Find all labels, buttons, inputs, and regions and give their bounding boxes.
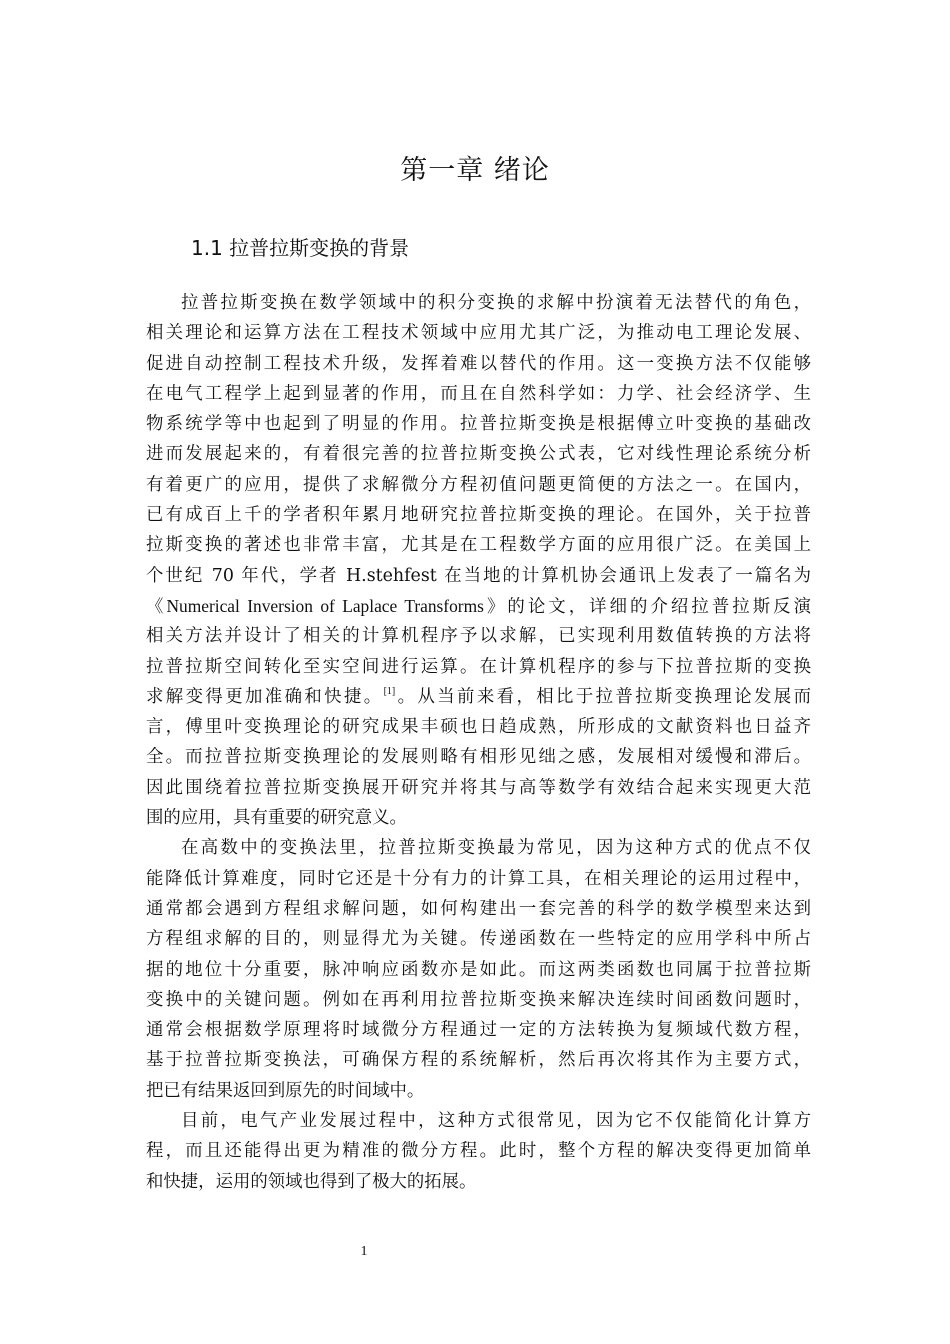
text-line: 能降低计算难度，同时它还是十分有力的计算工具，在相关理论的运用过程中， (146, 868, 811, 889)
text-line (146, 591, 811, 621)
text-line: 围的应用，具有重要的研究意义。 (146, 808, 407, 829)
text-line: 把已有结果返回到原先的时间域中。 (146, 1080, 425, 1101)
text-line: 物系统学等中也起到了明显的作用。拉普拉斯变换是根据傅立叶变换的基础改 (146, 414, 811, 435)
text-line: 方程组求解的目的，则显得尤为关键。传递函数在一些特定的应用学科中所占 (146, 929, 811, 950)
text-line (146, 682, 811, 712)
text-line: 促进自动控制工程技术升级，发挥着难以替代的作用。这一变换方法不仅能够 (146, 353, 811, 374)
text-line: 相关方法并设计了相关的计算机程序予以求解，已实现利用数值转换的方法将 (146, 626, 811, 647)
text-line: 和快捷，运用的领域也得到了极大的拓展。 (146, 1171, 477, 1192)
body-text (146, 288, 811, 1197)
text-line: 拉普拉斯空间转化至实空间进行运算。在计算机程序的参与下拉普拉斯的变换 (146, 656, 811, 677)
text-line: 目前，电气产业发展过程中，这种方式很常见，因为它不仅能简化计算方 (181, 1111, 811, 1132)
paper-title-reference: Numerical Inversion of Laplace Transforms (166, 595, 484, 616)
text-line: 在电气工程学上起到显著的作用，而且在自然科学如：力学、社会经济学、生 (146, 383, 811, 404)
text-line: 个世纪 70 年代，学者 H.stehfest 在当地的计算机协会通讯上发表了一篇名为 (146, 565, 811, 586)
text-line: 已有成百上千的学者积年累月地研究拉普拉斯变换的理论。在国外，关于拉普 (146, 505, 811, 526)
page-number: 1 (360, 1244, 368, 1259)
text-line: 全。而拉普拉斯变换理论的发展则略有相形见绌之感，发展相对缓慢和滞后。 (146, 747, 811, 768)
text-line: 有着更广的应用，提供了求解微分方程初值问题更简便的方法之一。在国内， (146, 474, 811, 495)
chapter-title: 第一章 绪论 (400, 155, 550, 186)
text-fragment: 《 (146, 596, 167, 617)
text-line: 通常会根据数学原理将时域微分方程通过一定的方法转换为复频域代数方程， (146, 1020, 811, 1041)
text-line: 因此围绕着拉普拉斯变换展开研究并将其与高等数学有效结合起来实现更大范 (146, 777, 811, 798)
text-line: 变换中的关键问题。例如在再利用拉普拉斯变换来解决连续时间函数问题时， (146, 989, 811, 1010)
text-line: 言，傅里叶变换理论的研究成果丰硕也日趋成熟，所形成的文献资料也日益齐 (146, 717, 811, 738)
text-line: 据的地位十分重要，脉冲响应函数亦是如此。而这两类函数也同属于拉普拉斯 (146, 959, 811, 980)
text-fragment: 求解变得更加准确和快捷。 (146, 686, 384, 707)
text-line: 拉斯变换的著述也非常丰富，尤其是在工程数学方面的应用很广泛。在美国上 (146, 535, 811, 556)
text-line: 程，而且还能得出更为精准的微分方程。此时，整个方程的解决变得更加简单 (146, 1141, 811, 1162)
text-line: 在高数中的变换法里，拉普拉斯变换最为常见，因为这种方式的优点不仅 (181, 838, 811, 859)
citation-marker: [1] (383, 685, 396, 697)
text-fragment: 。从当前来看，相比于拉普拉斯变换理论发展而 (395, 686, 811, 707)
text-line: 基于拉普拉斯变换法，可确保方程的系统解析，然后再次将其作为主要方式， (146, 1050, 811, 1071)
text-fragment: 》的论文，详细的介绍拉普拉斯反演 (483, 596, 811, 617)
text-line: 拉普拉斯变换在数学领域中的积分变换的求解中扮演着无法替代的角色， (181, 293, 811, 313)
section-title: 1.1 拉普拉斯变换的背景 (191, 236, 410, 260)
text-line: 相关理论和运算方法在工程技术领域中应用尤其广泛，为推动电工理论发展、 (146, 323, 811, 344)
text-line: 进而发展起来的，有着很完善的拉普拉斯变换公式表，它对线性理论系统分析 (146, 444, 811, 465)
text-line: 通常都会遇到方程组求解问题，如何构建出一套完善的科学的数学模型来达到 (146, 898, 811, 919)
